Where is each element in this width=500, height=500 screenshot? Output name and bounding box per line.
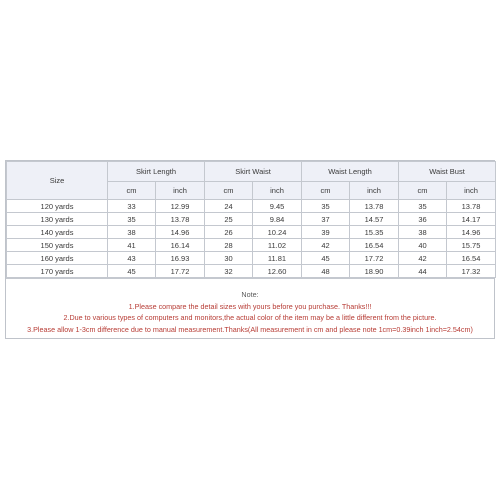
- measurement-cell: 42: [399, 252, 447, 265]
- measurement-cell: 11.81: [253, 252, 302, 265]
- notes-section: [6, 278, 494, 338]
- measurement-cell: 35: [108, 213, 156, 226]
- measurement-cell: 14.96: [447, 226, 496, 239]
- size-chart: [5, 160, 495, 339]
- measurement-cell: 16.93: [156, 252, 205, 265]
- measurement-cell: 45: [302, 252, 350, 265]
- measurement-cell: 14.96: [156, 226, 205, 239]
- measurement-cell: 13.78: [156, 213, 205, 226]
- unit-header-inch: inch: [350, 182, 399, 200]
- measurement-cell: 13.78: [447, 200, 496, 213]
- measurement-cell: 37: [302, 213, 350, 226]
- table-row: [7, 252, 496, 265]
- measurement-cell: 16.14: [156, 239, 205, 252]
- measurement-cell: 17.72: [350, 252, 399, 265]
- measurement-cell: 24: [205, 200, 253, 213]
- measurement-cell: 25: [205, 213, 253, 226]
- measurement-cell: 11.02: [253, 239, 302, 252]
- measurement-cell: 38: [399, 226, 447, 239]
- unit-header-inch: inch: [253, 182, 302, 200]
- unit-header-cm: cm: [302, 182, 350, 200]
- waist-length-header: Waist Length: [302, 162, 399, 182]
- measurement-cell: 15.35: [350, 226, 399, 239]
- measurement-cell: 12.60: [253, 265, 302, 278]
- measurement-cell: 14.17: [447, 213, 496, 226]
- size-cell: 140 yards: [7, 226, 108, 239]
- measurement-cell: 38: [108, 226, 156, 239]
- unit-header-inch: inch: [447, 182, 496, 200]
- size-cell: 160 yards: [7, 252, 108, 265]
- note-title: Note:: [241, 290, 259, 299]
- measurement-cell: 39: [302, 226, 350, 239]
- header-row-groups: [7, 162, 496, 182]
- measurement-cell: 17.32: [447, 265, 496, 278]
- measurement-cell: 10.24: [253, 226, 302, 239]
- size-table: [6, 161, 496, 278]
- measurement-cell: 35: [399, 200, 447, 213]
- unit-header-inch: inch: [156, 182, 205, 200]
- size-cell: 170 yards: [7, 265, 108, 278]
- measurement-cell: 48: [302, 265, 350, 278]
- table-row: [7, 239, 496, 252]
- measurement-cell: 13.78: [350, 200, 399, 213]
- table-row: [7, 226, 496, 239]
- measurement-cell: 43: [108, 252, 156, 265]
- measurement-cell: 17.72: [156, 265, 205, 278]
- waist-bust-header: Waist Bust: [399, 162, 496, 182]
- unit-header-cm: cm: [108, 182, 156, 200]
- size-cell: 130 yards: [7, 213, 108, 226]
- measurement-cell: 16.54: [447, 252, 496, 265]
- skirt-length-header: Skirt Length: [108, 162, 205, 182]
- measurement-cell: 30: [205, 252, 253, 265]
- measurement-cell: 12.99: [156, 200, 205, 213]
- measurement-cell: 26: [205, 226, 253, 239]
- measurement-cell: 41: [108, 239, 156, 252]
- unit-header-cm: cm: [399, 182, 447, 200]
- skirt-waist-header: Skirt Waist: [205, 162, 302, 182]
- note-line-1: 1.Please compare the detail sizes with yours before you purchase. Thanks!!!: [128, 301, 372, 311]
- measurement-cell: 32: [205, 265, 253, 278]
- measurement-cell: 18.90: [350, 265, 399, 278]
- size-cell: 120 yards: [7, 200, 108, 213]
- table-row: [7, 200, 496, 213]
- measurement-cell: 36: [399, 213, 447, 226]
- measurement-cell: 42: [302, 239, 350, 252]
- measurement-cell: 45: [108, 265, 156, 278]
- table-row: [7, 265, 496, 278]
- measurement-cell: 40: [399, 239, 447, 252]
- note-line-3: 3.Please allow 1-3cm difference due to manual measurement.Thanks(All measurement in cm and please note 1cm=0.39inch 1inch=2.54cm): [27, 324, 473, 334]
- measurement-cell: 15.75: [447, 239, 496, 252]
- table-row: [7, 213, 496, 226]
- measurement-cell: 35: [302, 200, 350, 213]
- measurement-cell: 33: [108, 200, 156, 213]
- measurement-cell: 9.45: [253, 200, 302, 213]
- size-column-header: Size: [7, 162, 108, 200]
- measurement-cell: 16.54: [350, 239, 399, 252]
- measurement-cell: 28: [205, 239, 253, 252]
- table-body: [7, 200, 496, 278]
- measurement-cell: 9.84: [253, 213, 302, 226]
- measurement-cell: 44: [399, 265, 447, 278]
- note-line-2: 2.Due to various types of computers and monitors,the actual color of the item may be a little different from the picture.: [63, 313, 437, 322]
- measurement-cell: 14.57: [350, 213, 399, 226]
- unit-header-cm: cm: [205, 182, 253, 200]
- size-cell: 150 yards: [7, 239, 108, 252]
